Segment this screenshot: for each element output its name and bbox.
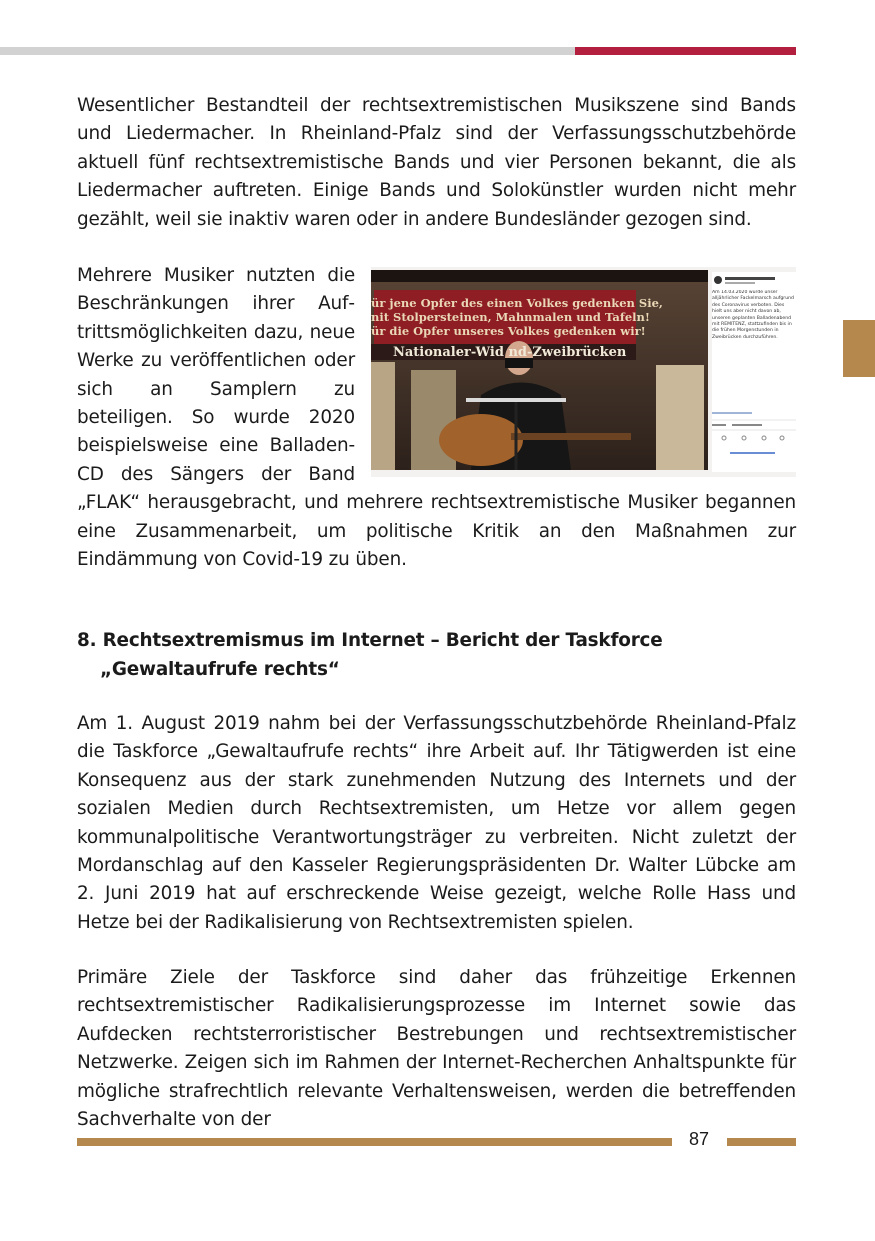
section-heading: 8. Rechtsextremismus im Internet – Bericht der Taskforce „Gewaltaufrufe rechts“ — [77, 630, 663, 680]
concert-photo — [371, 270, 708, 470]
chapter-tab-marker — [843, 320, 875, 377]
paragraph-music-scene: Wesentlicher Bestandteil der rechtsextremistischen Musikszene sind Bands und Liedermacher. In Rheinland-Pfalz sind der Verfassungsschutzbehörde aktuell fünf rechtsextremistische Bands und vier Personen bekannt, die als Liedermacher auftreten. Einige Bands und Solokünstler wurden nicht mehr gezählt, weil sie inaktiv waren oder in andere Bundesländer gezogen sind. — [77, 95, 796, 230]
banner-line-2: nit Stolpersteinen, Mahnmalen und Tafeln! — [371, 310, 650, 324]
paragraph-taskforce-goals: Primäre Ziele der Taskforce sind daher das frühzeitige Erkennen rechtsextremistischer Radikalisierungsprozesse im Internet sowie das Aufdecken rechtsterroristischer Bestrebungen und rechtsextremistischer Netzwerke. Zeigen sich im Rahmen der Internet-Recherchen Anhaltspunkte für mögliche strafrechtlich relevante Verhaltensweisen, werden die betreffenden Sachverhalte von der — [77, 967, 796, 1131]
paragraph-taskforce-intro: Am 1. August 2019 nahm bei der Verfassungsschutzbehörde Rheinland-Pfalz die Taskforce „Gewaltaufrufe rechts“ ihre Arbeit auf. Ihr Tätigwerden ist eine Konsequenz aus der stark zunehmenden Nutzung des Internets und der sozialen Medien durch Rechtsextremisten, um Hetze vor allem gegen kommunalpolitische Verantwortungsträger zu verbreiten. Nicht zuletzt der Mordanschlag auf den Kasseler Regierungspräsidenten Dr. Walter Lübcke am 2. Juni 2019 hat auf erschreckende Weise gezeigt, welche Rolle Hass und Hetze bei der Radikalisierung von Rechtsextremisten spielen. — [77, 713, 796, 933]
footer-rule-right — [727, 1138, 796, 1146]
banner-line-3: ür die Opfer unseres Volkes gedenken wir! — [371, 324, 646, 338]
concert-figure — [371, 267, 796, 477]
header-rule-red — [575, 47, 796, 55]
footer-rule-left — [77, 1138, 672, 1146]
header-rule-gray — [0, 47, 575, 55]
page-number: 87 — [688, 1129, 710, 1149]
banner-line-1: ür jene Opfer des einen Volkes gedenken Sie, — [371, 296, 663, 310]
paragraph-musicians: Mehrere Musiker nutzten die Beschränkungen ihrer Auftrittsmöglichkeiten dazu, neue Werke zu veröffentlichen oder sich an Samplern zu beteiligen. So wurde 2020 beispielsweise eine Balladen-CD des Sängers der Band „FLAK“ herausgebracht, und mehrere rechtsextremistische Musiker begannen eine Zusammenarbeit, um politische Kritik an den Maßnahmen zur Eindämmung von Covid-19 zu üben. — [77, 265, 796, 571]
tweet-screenshot — [712, 272, 796, 472]
paragraph-with-figure — [77, 262, 796, 574]
banner-group-name: Nationaler-Wid nd-Zweibrücken — [393, 345, 627, 360]
tweet-text: Am 14.03.2020 wurde unser alljährlicher Fackelmarsch aufgrund des Coronavirus verboten. Dies hielt uns aber nicht davon ab, unseren geplanten Balladenabend mit REMITENZ, stattzufinden bis in die frühen Morgenstunden in Zweibrücken durchzuführen. — [712, 290, 794, 340]
